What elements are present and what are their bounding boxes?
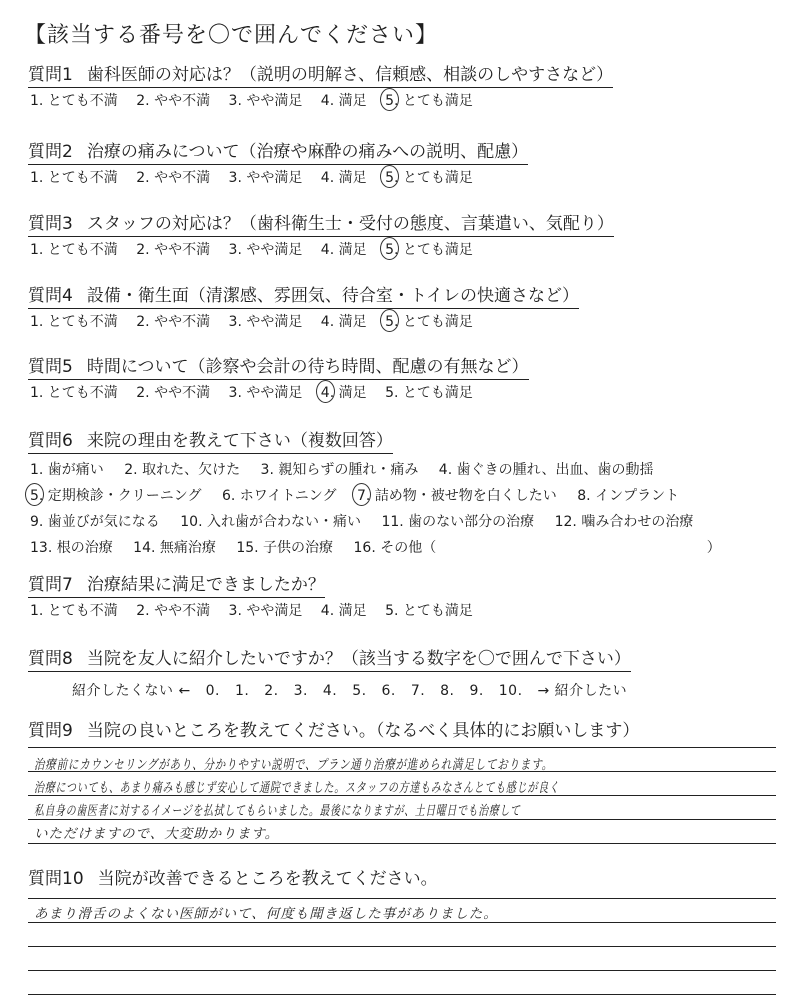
scale-option[interactable]: 0. [205,683,220,699]
option-4-circled[interactable]: 4. 満足 [321,383,367,403]
option-3[interactable]: 3. やや満足 [228,385,303,401]
reason-option[interactable]: 10. 入れ歯が合わない・痛い [180,514,361,530]
question-number: 質問10 [28,869,84,889]
question-number: 質問3 [28,214,73,234]
reason-row [30,457,721,483]
rating-options [28,312,579,332]
option-5-circled[interactable]: 5. とても満足 [385,240,473,260]
scale-right-label: → 紹介したい [537,683,628,699]
option-2[interactable]: 2. やや不満 [136,93,211,109]
circle-mark [380,88,399,111]
option-2[interactable]: 2. やや不満 [136,170,211,186]
rating-options [28,601,487,621]
recommend-scale [28,680,637,700]
rating-options [28,91,613,111]
reason-option[interactable]: 15. 子供の治療 [236,540,334,556]
question-8 [28,648,637,700]
reason-option[interactable]: 14. 無痛治療 [133,540,216,556]
option-1[interactable]: 1. とても不満 [30,242,118,258]
option-1[interactable]: 1. とても不満 [30,93,118,109]
circle-mark [380,309,399,332]
question-5 [28,356,529,403]
option-2[interactable]: 2. やや不満 [136,385,211,401]
rating-options [28,168,528,188]
handwritten-answer-line: 治療前にカウンセリングがあり、分かりやすい説明で、プラン通り治療が進められ満足しております。 [34,757,554,773]
question-title: 当院が改善できるところを教えてください。 [97,869,438,889]
form-heading: 【該当する番号を〇で囲んでください】 [24,23,439,48]
other-close-paren: ） [706,540,721,556]
question-number: 質問4 [28,286,73,306]
reason-option[interactable]: 4. 歯ぐきの腫れ、出血、歯の動揺 [438,462,654,478]
reason-option[interactable]: 2. 取れた、欠けた [124,462,241,478]
question-title: 歯科医師の対応は？（説明の明解さ、信頼感、相談のしやすさなど） [86,65,614,85]
reason-row [30,483,721,509]
question-2 [28,141,528,188]
option-1[interactable]: 1. とても不満 [30,603,118,619]
reason-option[interactable]: 9. 歯並びが気になる [30,514,160,530]
option-2[interactable]: 2. やや不満 [136,242,211,258]
question-title: 当院の良いところを教えてください。（なるべく具体的にお願いします） [86,721,640,741]
circle-mark [352,483,371,506]
answer-lines-q10[interactable] [28,875,776,995]
option-4[interactable]: 4. 満足 [320,603,367,619]
reason-option[interactable]: 11. 歯のない部分の治療 [381,514,535,530]
question-title: 時間について（診察や会計の待ち時間、配慮の有無など） [86,357,529,377]
question-6 [28,430,721,561]
question-title: スタッフの対応は？（歯科衛生士・受付の態度、言葉遣い、気配り） [86,214,614,234]
option-2[interactable]: 2. やや不満 [136,314,211,330]
option-3[interactable]: 3. やや満足 [228,603,303,619]
handwritten-answer-line: 治療についても、あまり痛みも感じず安心して通院できました。スタッフの方達もみなさんとても感じが良く [34,780,560,796]
option-5-circled[interactable]: 5. とても満足 [385,312,473,332]
option-4[interactable]: 4. 満足 [320,242,367,258]
question-1 [28,64,613,111]
circle-mark [316,380,335,403]
option-3[interactable]: 3. やや満足 [228,93,303,109]
question-3 [28,213,614,260]
scale-option[interactable]: 2. [264,683,279,699]
option-1[interactable]: 1. とても不満 [30,385,118,401]
option-5[interactable]: 5. とても満足 [385,603,473,619]
question-title: 治療の痛みについて（治療や麻酔の痛みへの説明、配慮） [86,142,529,162]
option-1[interactable]: 1. とても不満 [30,314,118,330]
reason-option[interactable]: 8. インプラント [577,488,680,504]
question-number: 質問7 [28,575,73,595]
option-1[interactable]: 1. とても不満 [30,170,118,186]
rating-options [28,240,614,260]
question-title: 治療結果に満足できましたか？ [86,575,325,595]
circle-mark [380,165,399,188]
scale-option[interactable]: 9. [469,683,484,699]
question-4 [28,285,579,332]
question-number: 質問1 [28,65,73,85]
option-2[interactable]: 2. やや不満 [136,603,211,619]
option-4[interactable]: 4. 満足 [320,93,367,109]
handwritten-answer-line: 私自身の歯医者に対するイメージを払拭してもらいました。最後になりますが、土日曜日でも治療して [34,803,521,819]
scale-option[interactable]: 8. [440,683,455,699]
scale-option[interactable]: 7. [410,683,426,699]
question-title: 当院を友人に紹介したいですか？（該当する数字を〇で囲んで下さい） [86,649,631,669]
reason-option-circled[interactable]: 7. 詰め物・被せ物を白くしたい [357,483,557,509]
reason-option[interactable]: 6. ホワイトニング [221,488,337,504]
reason-option[interactable]: 12. 噛み合わせの治療 [554,514,694,530]
question-number: 質問9 [28,721,73,741]
question-number: 質問2 [28,142,73,162]
option-4[interactable]: 4. 満足 [320,314,367,330]
question-7 [28,574,487,621]
reason-option-circled[interactable]: 5. 定期検診・クリーニング [30,483,202,509]
question-number: 質問6 [28,431,73,451]
handwritten-answer-line: あまり滑舌のよくない医師がいて、何度も聞き返した事がありました。 [34,906,498,922]
option-3[interactable]: 3. やや満足 [228,170,303,186]
scale-option[interactable]: 10. [498,683,523,699]
question-title: 設備・衛生面（清潔感、雰囲気、待合室・トイレの快適さなど） [86,286,579,306]
scale-option[interactable]: 5. [352,683,367,699]
scale-left-label: 紹介したくない ← [72,683,191,699]
option-5[interactable]: 5. とても満足 [385,385,473,401]
question-number: 質問5 [28,357,73,377]
reason-option[interactable]: 13. 根の治療 [30,540,113,556]
handwritten-answer-line: いただけますので、大変助かります。 [34,826,280,842]
rating-options [28,383,529,403]
option-3[interactable]: 3. やや満足 [228,242,303,258]
reason-option[interactable]: 1. 歯が痛い [30,462,104,478]
option-5-circled[interactable]: 5. とても満足 [385,168,473,188]
scale-option[interactable]: 4. [322,683,338,699]
scale-option[interactable]: 6. [381,683,396,699]
reason-option-other[interactable]: 16. その他（ [353,540,437,556]
reason-row [30,509,721,535]
reason-row [30,535,721,561]
option-5-circled[interactable]: 5. とても満足 [385,91,473,111]
circle-mark [380,237,399,260]
scale-option[interactable]: 1. [234,683,250,699]
scale-option[interactable]: 3. [293,683,308,699]
question-title: 来院の理由を教えて下さい（複数回答） [86,431,393,451]
question-number: 質問8 [28,649,73,669]
option-4[interactable]: 4. 満足 [320,170,367,186]
circle-mark [25,483,44,506]
option-3[interactable]: 3. やや満足 [228,314,303,330]
reason-option[interactable]: 3. 親知らずの腫れ・痛み [260,462,419,478]
reason-options [28,457,721,561]
